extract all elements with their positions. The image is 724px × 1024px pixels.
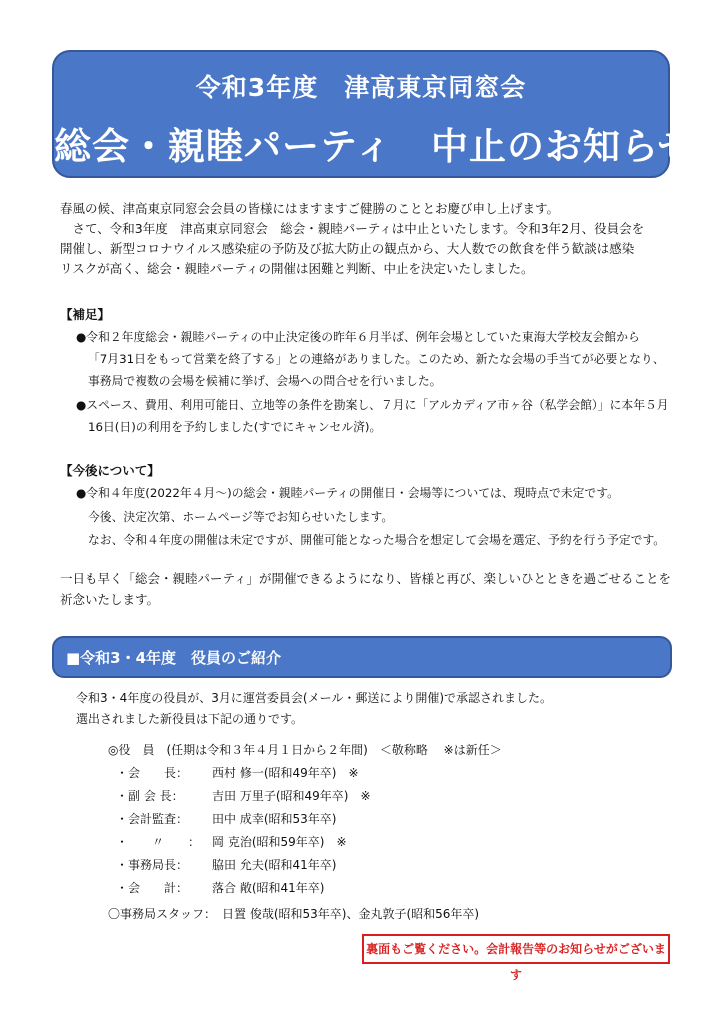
officer-name: 脇田 允夫(昭和41年卒)	[212, 858, 337, 872]
officer-name: 岡 克治(昭和59年卒) ※	[212, 835, 347, 849]
officer-row	[116, 810, 336, 828]
supplement-bullet-cont: 16日(日)の利用を予約しました(すでにキャンセル済)。	[88, 420, 382, 434]
officers-intro: 選出されました新役員は下記の通りです。	[76, 712, 304, 726]
supplement-bullet: ●令和２年度総会・親睦パーティの中止決定後の昨年６月半ば、例年会場としていた東海大学校友会館から	[76, 330, 640, 344]
officer-row	[116, 879, 324, 897]
officer-row	[116, 764, 359, 782]
page-title: 総会・親睦パーティ 中止のお知らせ	[54, 125, 696, 168]
future-bullet-cont: 今後、決定次第、ホームページ等でお知らせいたします。	[88, 510, 394, 524]
intro-line: 春風の候、津高東京同窓会会員の皆様にはますますご健勝のこととお慶び申し上げます。	[60, 201, 560, 216]
officer-role: ・会 計：	[116, 881, 189, 895]
closing-line: 祈念いたします。	[60, 592, 160, 607]
officer-name: 田中 成幸(昭和53年卒)	[212, 812, 337, 826]
office-staff: 〇事務局スタッフ： 日置 俊哉(昭和53年卒)、金丸敦子(昭和56年卒)	[108, 907, 480, 921]
officer-row	[116, 787, 371, 805]
officer-name: 吉田 万里子(昭和49年卒) ※	[212, 789, 371, 803]
officer-row	[116, 833, 347, 851]
future-bullet-cont: なお、令和４年度の開催は未定ですが、開催可能となった場合を想定して会場を選定、予約を行う予定です。	[88, 533, 666, 547]
officers-intro: 令和3・4年度の役員が、3月に運営委員会(メール・郵送により開催)で承認されました。	[76, 691, 553, 705]
supplement-bullet-cont: 事務局で複数の会場を候補に挙げ、会場への問合せを行いました。	[88, 374, 442, 388]
officers-section-title: ■令和3・4年度 役員のご紹介	[66, 649, 282, 667]
officer-role: ・会 長：	[116, 766, 189, 780]
officer-name: 落合 敞(昭和41年卒)	[212, 881, 325, 895]
officers-header: ◎役 員 (任期は令和３年４月１日から２年間) ＜敬称略 ※は新任＞	[108, 743, 502, 757]
officer-role: ・事務局長：	[116, 858, 189, 872]
officer-role: ・ 〃 ：	[116, 835, 201, 849]
supplement-heading: 【補足】	[60, 307, 111, 322]
back-side-notice: 裏面もご覧ください。会計報告等のお知らせがございます	[362, 934, 670, 964]
title-year: 令和3年度 津高東京同窓会	[195, 73, 527, 102]
future-heading: 【今後について】	[60, 463, 160, 478]
officer-role: ・会計監査：	[116, 812, 189, 826]
future-bullet: ●令和４年度(2022年４月～)の総会・親睦パーティの開催日・会場等については、現時点で未定です。	[76, 486, 619, 500]
supplement-bullet: ●スペース、費用、利用可能日、立地等の条件を勘案し、７月に「アルカディア市ヶ谷（私学会館）」に本年５月	[76, 398, 669, 412]
officer-role: ・副 会 長：	[116, 789, 184, 803]
supplement-bullet-cont: 「7月31日をもって営業を終了する」との連絡がありました。このため、新たな会場の手当てが必要となり、	[88, 352, 665, 366]
officer-row	[116, 856, 336, 874]
officers-section-header	[52, 636, 672, 678]
officer-name: 西村 修一(昭和49年卒) ※	[212, 766, 359, 780]
intro-line: さて、令和3年度 津高東京同窓会 総会・親睦パーティは中止といたします。令和3年2月、役員会を	[60, 221, 645, 236]
intro-line: リスクが高く、総会・親睦パーティの開催は困難と判断、中止を決定いたしました。	[60, 261, 534, 276]
intro-line: 開催し、新型コロナウイルス感染症の予防及び拡大防止の観点から、大人数での飲食を伴う歓談は感染	[60, 241, 635, 256]
title-banner	[52, 50, 696, 178]
closing-line: 一日も早く「総会・親睦パーティ」が開催できるようになり、皆様と再び、楽しいひとときを過ごせることを	[60, 571, 672, 586]
